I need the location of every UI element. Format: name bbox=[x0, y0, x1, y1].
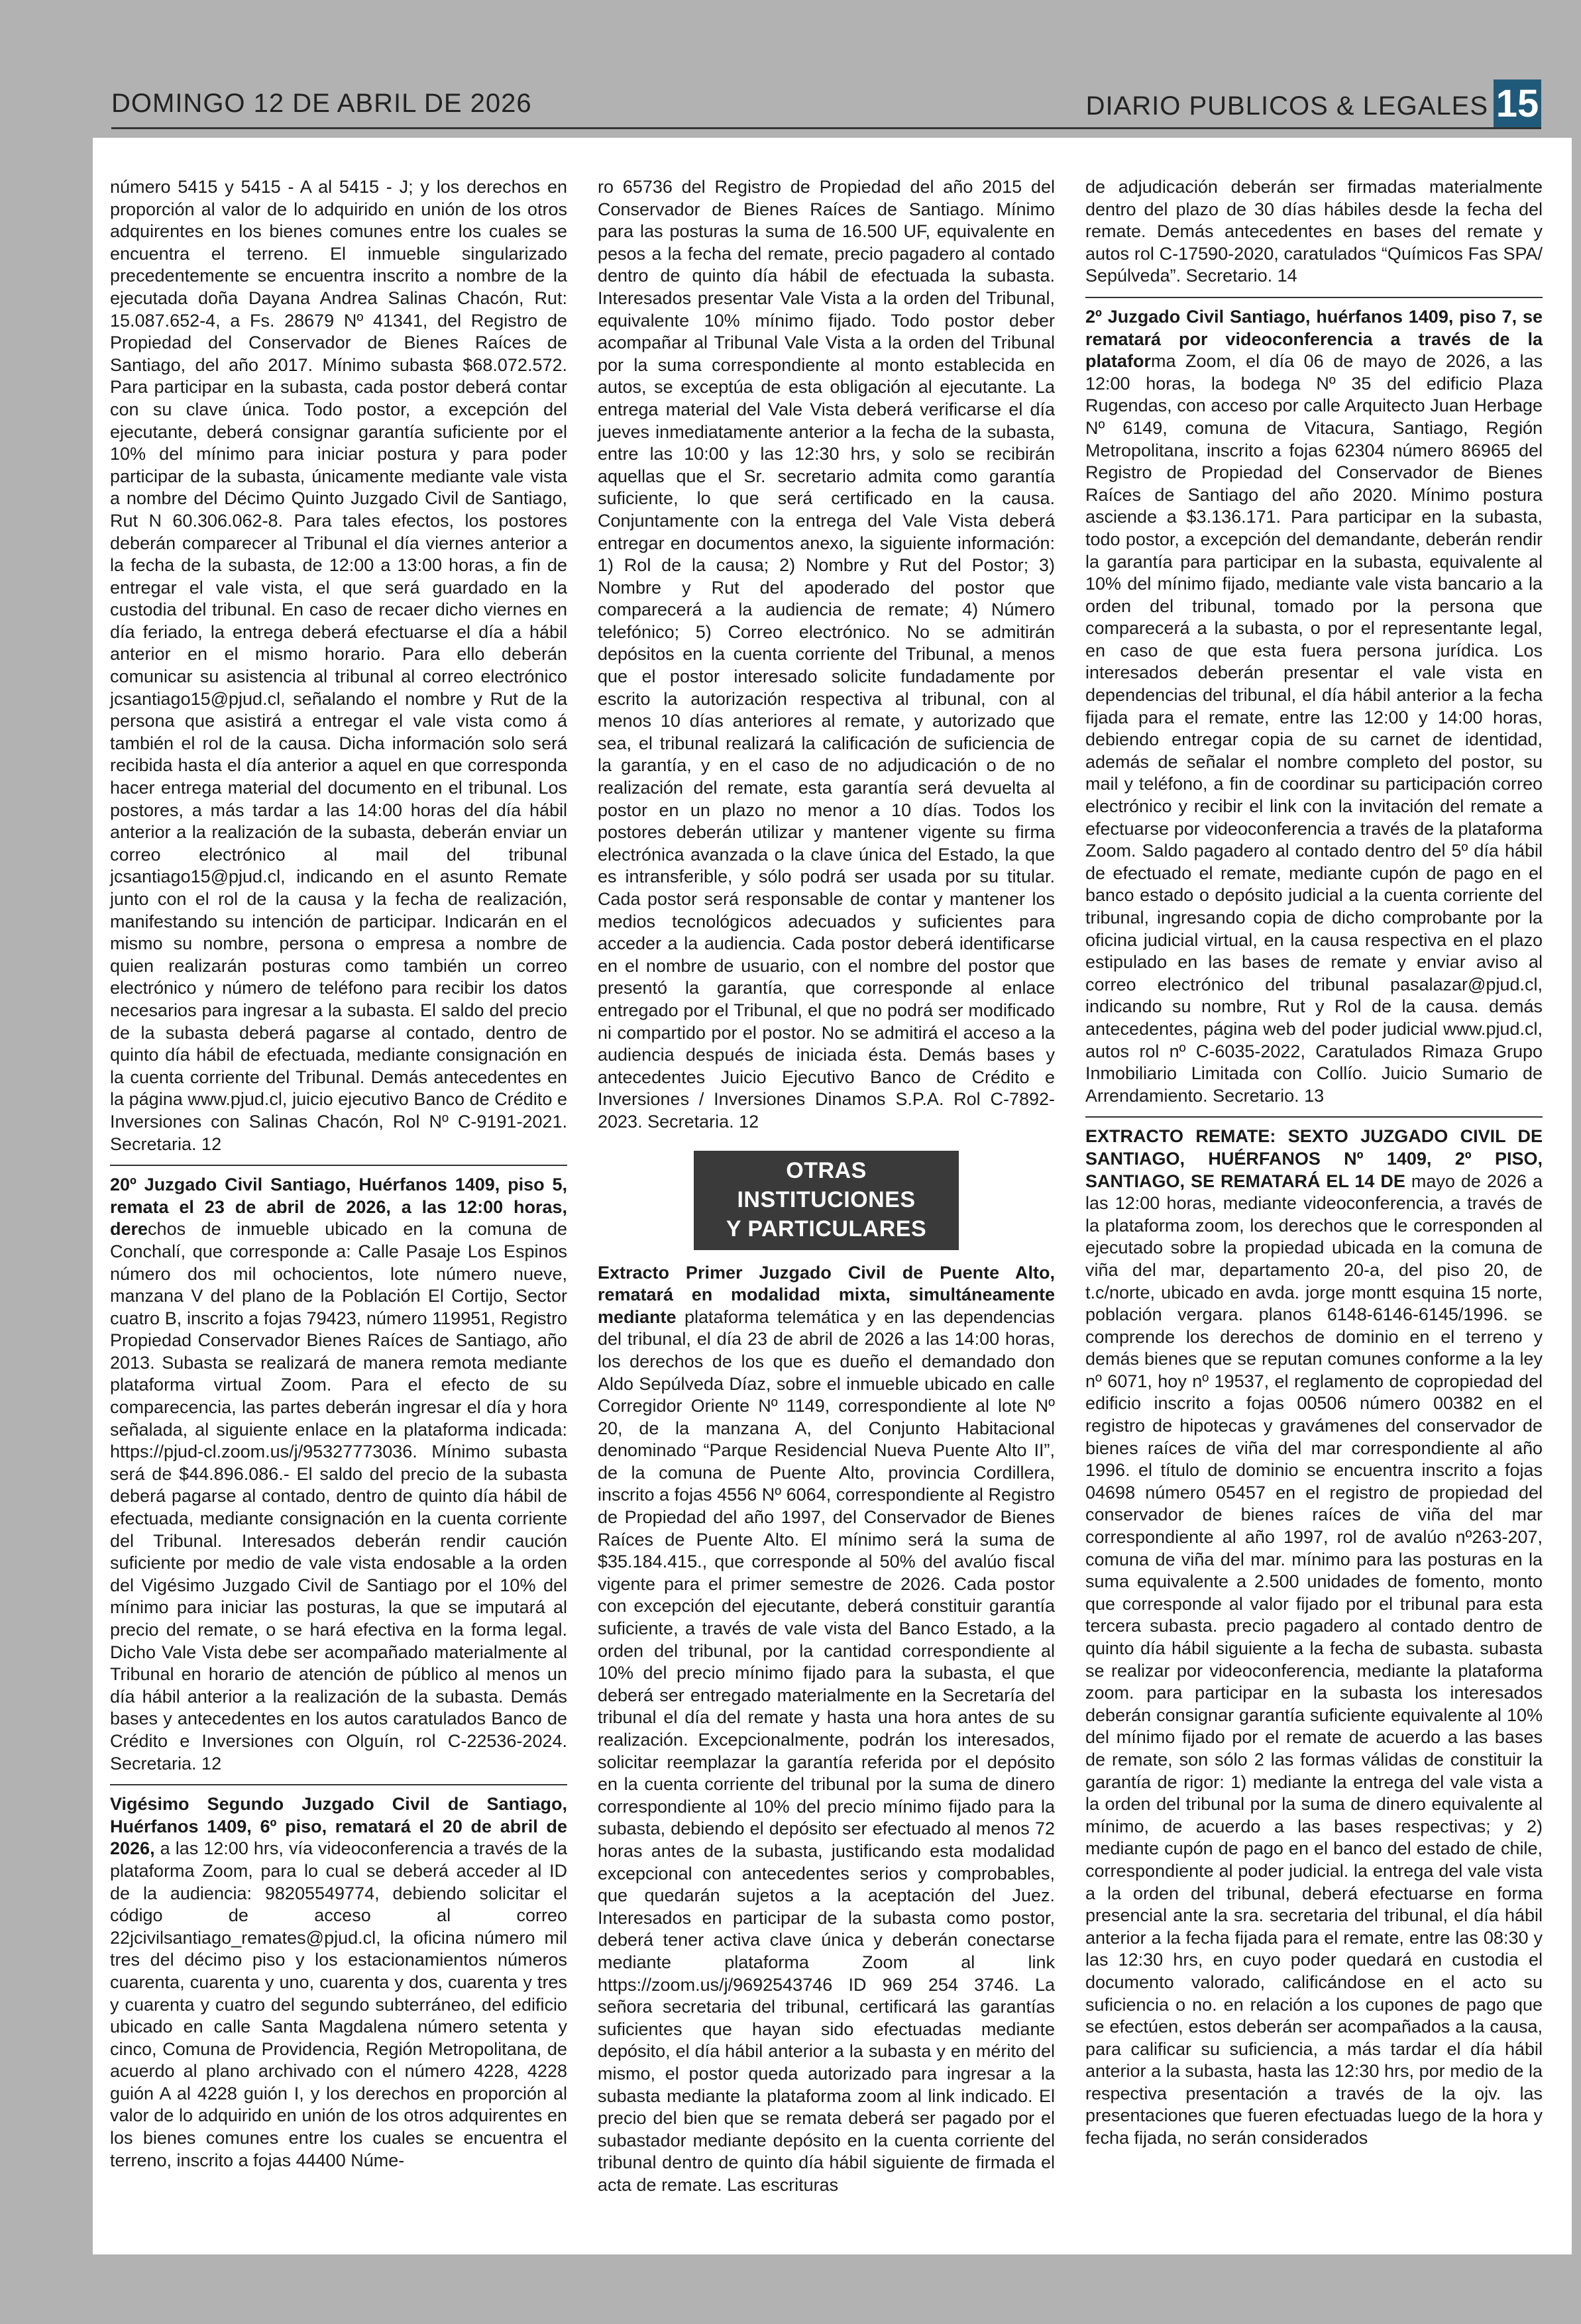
section-title-line-1: OTRAS INSTITUCIONES bbox=[737, 1157, 916, 1212]
issue-date: DOMINGO 12 DE ABRIL DE 2026 bbox=[111, 89, 532, 118]
notice-body: número 5415 y 5415 - A al 5415 - J; y los derechos en proporción al valor de lo adquirido en unión de los otros adquirentes en los bienes comunes entre los cuales se encuentra el terreno. El inmueble singularizado precedentemente se encuentra inscrito a nombre de la ejecutada doña Dayana Andrea Salinas Chacón, Rut: 15.087.652-4, a Fs. 28679 Nº 41341, del Registro de Propiedad del Conservador de Bienes Raíces de Santiago, del año 2017. Mínimo subasta $68.072.572. Para participar en la subasta, cada postor deberá contar con su clave única. Todo postor, a excepción del ejecutante, deberá consignar garantía suficiente por el 10% del mínimo para iniciar postura y para poder participar de la subasta, únicamente mediante vale vista a nombre del Décimo Quinto Juzgado Civil de Santiago, Rut N 60.306.062-8. Para tales efectos, los postores deberán comparecer al Tribunal el día viernes anterior a la fecha de la subasta, de 12:00 a 13:00 horas, a fin de entregar el vale vista, el que será guardado en la custodia del tribunal. En caso de recaer dicho viernes en día feriado, la entrega deberá efectuarse el día a hábil anterior en el mismo horario. Para ello deberán comunicar su asistencia al tribunal al correo electrónico jcsantiago15@pjud.cl, señalando el nombre y Rut de la persona que asistirá a entregar el vale vista como á también el rol de la causa. Dicha información solo será recibida hasta el día anterior a aquel en que corresponda hacer entrega material del documento en el tribunal. Los postores, a más tardar a las 14:00 horas del día hábil anterior a la realización de la subasta, deberán enviar un correo electrónico al mail del tribunal jcsantiago15@pjud.cl, indicando en el asunto Remate junto con el rol de la causa y la fecha de realización, manifestando su intención de participar. Indicarán en el mismo su nombre, persona o empresa a nombre de quien realizarán posturas como también un correo electrónico y número de teléfono para recibir los datos necesarios para ingresar a la subasta. El saldo del precio de la subasta deberá pagarse al contado, dentro de quinto día hábil de efectuada, mediante consignación en la cuenta corriente del Tribunal. Demás antecedentes en la página www.pjud.cl, juicio ejecutivo Banco de Crédito e Inversiones con Salinas Chacón, Rol Nº C-9191-2021. Secretaria. 12 bbox=[110, 177, 567, 1154]
notice-body: ma Zoom, el día 06 de mayo de 2026, a las 12:00 horas, la bodega Nº 35 del edificio Plaza Rugendas, con acceso por calle Arquitecto Juan Herbage Nº 6149, comuna de Vitacura, Santiago, Región Metropolitana, inscrito a fojas 62304 número 86965 del Registro de Propiedad del Conservador de Bienes Raíces de Santiago del año 2020. Mínimo postura asciende a $3.136.171. Para participar en la subasta, todo postor, a excepción del demandante, deberán rendir la garantía para participar en la subasta, equivalente al 10% del mínimo fijado, mediante vale vista bancario a la orden del tribunal, tomado por la persona que comparecerá a la subasta, o por el representante legal, en caso de que esta fuera persona jurídica. Los interesados deberán presentar el vale vista en dependencias del tribunal, el día hábil anterior a la fecha fijada para el remate, entre las 12:00 y 14:00 horas, debiendo entregar copia de su carnet de identidad, además de señalar el nombre completo del postor, su mail y teléfono, a fin de coordinar su participación correo electrónico y recibir el link con la invitación del remate a efectuarse por videoconferencia a través de la plataforma Zoom. Saldo pagadero al contado dentro del 5º día hábil de efectuado el remate, mediante cupón de pago en el banco estado o depósito judicial a la cuenta corriente del tribunal, ingresando copia de dicho comprobante por la oficina judicial virtual, en la causa respectiva en el plazo estipulado en las bases de remate y enviar aviso al correo electrónico del tribunal pasalazar@pjud.cl, indicando su nombre, Rut y Rol de la causa. demás antecedentes, página web del poder judicial www.pjud.cl, autos rol nº C-6035-2022, Caratulados Rimaza Grupo Inmobiliario Limitada con Collío. Juicio Sumario de Arrendamiento. Secretario. 13 bbox=[1085, 351, 1543, 1106]
notice-body: ro 65736 del Registro de Propiedad del año 2015 del Conservador de Bienes Raíces de Santiago. Mínimo para las posturas la suma de 16.500 UF, equivalente en pesos a la fecha del remate, precio pagadero al contado dentro de quinto día hábil de efectuada la subasta. Interesados presentar Vale Vista a la orden del Tribunal, equivalente 10% mínimo fijado. Todo postor deber acompañar al Tribunal Vale Vista a la orden del Tribunal por la suma correspondiente al monto establecida en autos, se exceptúa de esta obligación al ejecutante. La entrega material del Vale Vista deberá verificarse el día jueves inmediatamente anterior a la fecha de la subasta, entre las 10:00 y las 12:30 hrs, y solo se recibirán aquellas que el Sr. secretario admita como garantía suficiente, lo que será certificado en la causa. Conjuntamente con la entrega del Vale Vista deberá entregar en documentos anexo, la siguiente información: 1) Rol de la causa; 2) Nombre y Rut del Postor; 3) Nombre y Rut del apoderado del postor que comparecerá a la audiencia de remate; 4) Número telefónico; 5) Correo electrónico. No se admitirán depósitos en la cuenta corriente del Tribunal, a menos que el postor interesado solicite fundadamente por escrito la autorización respectiva al tribunal, con al menos 10 días anteriores al remate, y autorizado que sea, el tribunal realizará la calificación de suficiencia de la garantía, y en el caso de no adjudicación o de no realización del remate, esta garantía será devuelta al postor en un plazo no menor a 10 días. Todos los postores deberán utilizar y mantener vigente su firma electrónica avanzada o la clave única del Estado, la que es intransferible, y sólo podrá ser usada por su titular. Cada postor será responsable de contar y mantener los medios tecnológicos adecuados y suficientes para acceder a la audiencia. Cada postor deberá identificarse en el nombre de usuario, con el nombre del postor que presentó la garantía, que corresponde al enlace entregado por el Tribunal, el que no podrá ser modificado ni compartido por el postor. No se admitirá el acceso a la audiencia después de iniciada ésta. Demás bases y antecedentes Juicio Ejecutivo Banco de Crédito e Inversiones / Inversiones Dinamos S.P.A. Rol C-7892-2023. Secretaria. 12 bbox=[598, 177, 1055, 1132]
column-1 bbox=[110, 176, 567, 2172]
notice-divider bbox=[110, 1165, 567, 1166]
notice-divider bbox=[110, 1784, 567, 1785]
column-3 bbox=[1085, 176, 1543, 2150]
notice-heading: Vigésimo Segundo Juzgado Civil de Santiago, Huérfanos 1409, 6º piso, rematará el 20 de abril de 2026, bbox=[110, 1794, 567, 1859]
notice-body: plataforma telemática y en las dependencias del tribunal, el día 23 de abril de 2026 a las 14:00 horas, los derechos de los que es dueño el demandado don Aldo Sepúlveda Díaz, sobre el inmueble ubicado en calle Corregidor Oriente Nº 1149, correspondiente al lote Nº 20, de la manzana A, del Conjunto Habitacional denominado “Parque Residencial Nueva Puente Alto II”, de la comuna de Puente Alto, provincia Cordillera, inscrito a fojas 4556 Nº 6064, correspondiente al Registro de Propiedad del año 1997, del Conservador de Bienes Raíces de Puente Alto. El mínimo será la suma de $35.184.415., que corresponde al 50% del avalúo fiscal vigente para el primer semestre de 2026. Cada postor con excepción del ejecutante, deberá constituir garantía suficiente, a través de vale vista del Banco Estado, a la orden del tribunal, por la cantidad correspondiente al 10% del precio mínimo fijado para la subasta, el que deberá ser entregado materialmente en la Secretaría del tribunal el día del remate y hasta una hora antes de su realización. Excepcionalmente, podrán los interesados, solicitar reemplazar la garantía referida por el depósito en la cuenta corriente del tribunal por la suma de dinero correspondiente al 10% del precio mínimo fijado para la subasta, debiendo el depósito ser efectuado al menos 72 horas antes de la subasta, justificando esta modalidad excepcional con antecedentes serios y comprobables, que quedarán sujetos a la aceptación del Juez. Interesados en participar de la subasta como postor, deberá tener activa clave única y deberán conectarse mediante plataforma Zoom al link https://zoom.us/j/9692543746 ID 969 254 3746. La señora secretaria del tribunal, certificará las garantías suficientes que hayan sido efectuadas mediante depósito, el día hábil anterior a la subasta y en mérito del mismo, el postor queda autorizado para ingresar a la subasta mediante la plataforma zoom al link indicado. El precio del bien que se remata deberá ser pagado por el subastador mediante depósito en la cuenta corriente del tribunal dentro de quinto día hábil siguiente de firmada el acta de remate. Las escrituras bbox=[598, 1306, 1055, 2195]
notice-heading: Extracto Primer Juzgado Civil de Puente Alto, rematará en modalidad mixta, simultáneamente mediante bbox=[598, 1262, 1055, 1327]
notice-heading: EXTRACTO REMATE: SEXTO JUZGADO CIVIL DE SANTIAGO, HUÉRFANOS Nº 1409, 2º PISO, SANTIAGO, SE REMATARÁ EL 14 DE bbox=[1085, 1126, 1543, 1191]
newspaper-name: DIARIO PUBLICOS & LEGALES bbox=[1085, 91, 1488, 121]
newspaper-page bbox=[93, 138, 1572, 2254]
notice-body: a las 12:00 hrs, vía videoconferencia a través de la plataforma Zoom, para lo cual se deberá acceder al ID de la audiencia: 98205549774, debiendo solicitar el código de acceso al correo 22jcivilsantiago_remates@pjud.cl, la oficina número mil tres del décimo piso y los estacionamientos números cuarenta, cuarenta y uno, cuarenta y dos, cuarenta y tres y cuarenta y cuatro del segundo subterráneo, del edificio ubicado en calle Santa Magdalena número setenta y cinco, Comuna de Providencia, Región Metropolitana, de acuerdo al plano archivado con el número 4228, 4228 guión A al 4228 guión I, y los derechos en proporción al valor de lo adquirido en unión de los otros adquirentes en los bienes comunes entre los cuales se encuentra el terreno, inscrito a fojas 44400 Núme- bbox=[110, 1838, 567, 2170]
notice-divider bbox=[1085, 297, 1543, 298]
notice-heading: 2º Juzgado Civil Santiago, huérfanos 1409, piso 7, se rematará por videoconferencia a través de la platafor bbox=[1085, 306, 1543, 372]
notice-divider bbox=[1085, 1116, 1543, 1118]
notice-body: de adjudicación deberán ser firmadas materialmente dentro del plazo de 30 días hábiles desde la fecha del remate. Demás antecedentes en bases del remate y autos rol C-17590-2020, caratulados “Químicos Fas SPA/ Sepúlveda”. Secretario. 14 bbox=[1085, 177, 1543, 286]
notice-body: chos de inmueble ubicado en la comuna de Conchalí, que corresponde a: Calle Pasaje Los Espinos número dos mil ochocientos, lote número nueve, manzana V del plano de la Población El Cortijo, Sector cuatro B, inscrito a fojas 79423, número 119951, Registro Propiedad Conservador Bienes Raíces de Santiago, año 2013. Subasta se realizará de manera remota mediante plataforma virtual Zoom. Para el efecto de su comparecencia, las partes deberán ingresar el día y hora señalada, al siguiente enlace en la plataforma indicada: https://pjud-cl.zoom.us/j/95327773036. Mínimo subasta será de $44.896.086.- El saldo del precio de la subasta deberá pagarse al contado, dentro de quinto día hábil de efectuada, mediante consignación en la cuenta corriente del Tribunal. Interesados deberán rendir caución suficiente por medio de vale vista endosable a la orden del Vigésimo Juzgado Civil de Santiago por el 10% del mínimo para iniciar las posturas, la que se imputará al precio del remate, o se hará efectiva en la forma legal. Dicho Vale Vista debe ser acompañado materialmente al Tribunal en horario de atención de público al menos un día hábil anterior a la realización de la subasta. Demás bases y antecedentes en los autos caratulados Banco de Crédito e Inversiones con Olguín, rol C-22536-2024. Secretaria. 12 bbox=[110, 1219, 567, 1773]
page-header bbox=[111, 82, 1541, 129]
section-title-line-2: Y PARTICULARES bbox=[726, 1216, 927, 1241]
notice-22-juzgado-continuation bbox=[598, 176, 1055, 1134]
notice-22-juzgado bbox=[110, 1793, 567, 2172]
notice-20-juzgado bbox=[110, 1174, 567, 1775]
notice-6-juzgado bbox=[1085, 1126, 1543, 2149]
section-header-otras-instituciones bbox=[694, 1151, 959, 1250]
notice-puente-alto bbox=[598, 1262, 1055, 2197]
page-number-badge: 15 bbox=[1494, 79, 1541, 127]
column-2 bbox=[598, 176, 1055, 2196]
notice-2-juzgado bbox=[1085, 306, 1543, 1107]
notice-15-juzgado-continuation bbox=[110, 176, 567, 1155]
notice-puente-alto-continuation bbox=[1085, 176, 1543, 288]
notice-heading: 20º Juzgado Civil Santiago, Huérfanos 1409, piso 5, remata el 23 de abril de 2026, a las 12:00 horas, dere bbox=[110, 1175, 567, 1240]
notice-body: mayo de 2026 a las 12:00 horas, mediante videoconferencia, a través de la plataforma zoom, los derechos que le corresponden al ejecutado sobre la propiedad ubicada en la comuna de viña del mar, departamento 20-a, del piso 20, de t.c/norte, ubicado en avda. jorge montt esquina 15 norte, población vergara. planos 6148-6146-6145/1996. se comprende los derechos de dominio en el terreno y demás bienes que se reputan comunes conforme a la ley nº 6071, hoy nº 19537, el reglamento de copropiedad del edificio inscrito a fojas 00506 número 00382 en el registro de hipotecas y gravámenes del conservador de bienes raíces de viña del mar correspondiente al año 1996. el título de dominio se encuentra inscrito a fojas 04698 número 05457 en el registro de propiedad del conservador de bienes raíces de viña del mar correspondiente al año 1997, rol de avalúo nº263-207, comuna de viña del mar. mínimo para las posturas en la suma equivalente a 2.500 unidades de fomento, monto que corresponde al valor fijado por el tribunal para esta tercera subasta. precio pagadero al contado dentro de quinto día hábil siguiente a la fecha de subasta. subasta se realizar por videoconferencia, mediante la plataforma zoom. para participar en la subasta los interesados deberán consignar garantía suficiente equivalente al 10% del mínimo fijado por el remate de acuerdo a las bases de remate, son sólo 2 las formas válidas de constituir la garantía de rigor: 1) mediante la entrega del vale vista a la orden del tribunal por la suma de dinero equivalente al mínimo, de acuerdo a las bases respectivas; y 2) mediante cupón de pago en el banco del estado de chile, correspondiente al poder judicial. la entrega del vale vista a la orden del tribunal, deberá efectuarse en forma presencial ante la sra. secretaria del tribunal, el día hábil anterior a la fecha fijada para el remate, entre las 08:30 y las 12:30 hrs, en cuyo poder quedará en custodia el documento valorado, calificándose en el acto su suficiencia o no. en relación a los cupones de pago que se efectúen, estos deberán ser acompañados a la causa, para calificar su suficiencia, a más tardar el día hábil anterior a la subasta, hasta las 12:30 hrs, por medio de la respectiva presentación a través de la ojv. las presentaciones que fueren efectuadas luego de la hora y fecha fijada, no serán considerados bbox=[1085, 1171, 1543, 2148]
